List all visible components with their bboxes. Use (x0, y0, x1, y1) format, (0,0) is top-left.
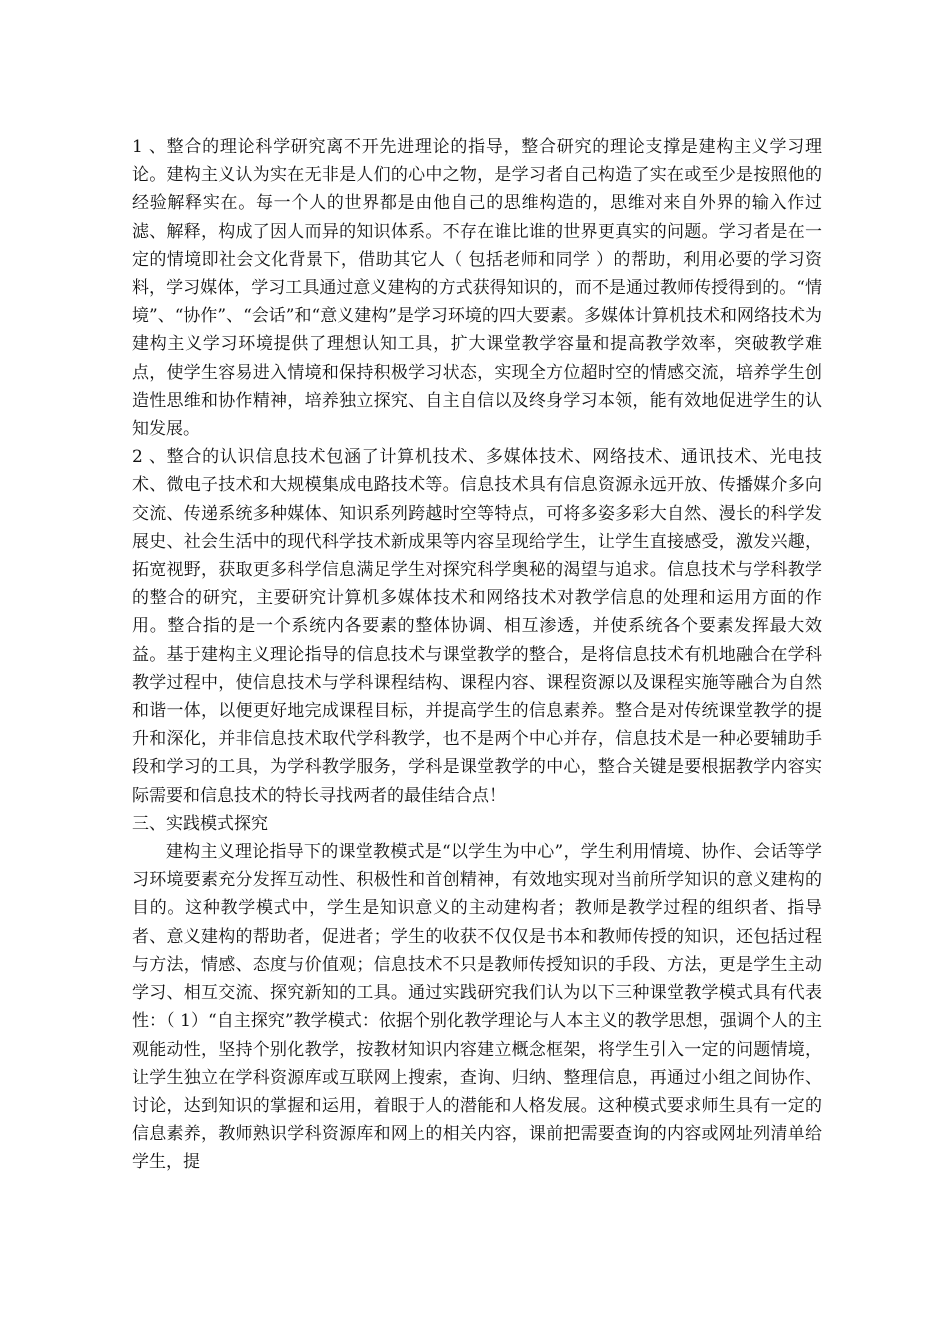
paragraph-integration-theory: 1 、整合的理论科学研究离不开先进理论的指导，整合研究的理论支撑是建构主义学习理论。建构主义认为实在无非是人们的心中之物，是学习者自己构造了实在或至少是按照他的经验解释实在。每一个人的世界都是由他自己的思维构造的，思维对来自外界的输入作过滤、解释，构成了因人而异的知识体系。不存在谁比谁的世界更真实的问题。学习者是在一定的情境即社会文化背景下，借助其它人（ 包括老师和同学 ）的帮助，利用必要的学习资料，学习媒体，学习工具通过意义建构的方式获得知识的，而不是通过教师传授得到的。“情境”、“协作”、“会话”和“意义建构”是学习环境的四大要素。多媒体计算机技术和网络技术为建构主义学习环境提供了理想认知工具，扩大课堂教学容量和提高教学效率，突破教学难点，使学生容易进入情境和保持积极学习状态，实现全方位超时空的情感交流，培养学生创造性思维和协作精神，培养独立探究、自主自信以及终身学习本领，能有效地促进学生的认知发展。 (132, 137, 822, 440)
document-body (132, 133, 822, 1177)
paragraph-practice-models: 建构主义理论指导下的课堂教模式是“以学生为中心”，学生利用情境、协作、会话等学习环境要素充分发挥互动性、积极性和首创精神，有效地实现对当前所学知识的意义建构的目的。这种教学模式中，学生是知识意义的主动建构者；教师是教学过程的组织者、指导者、意义建构的帮助者，促进者；学生的收获不仅仅是书本和教师传授的知识，还包括过程与方法，情感、态度与价值观；信息技术不只是教师传授知识的手段、方法，更是学生主动学习、相互交流、探究新知的工具。通过实践研究我们认为以下三种课堂教学模式具有代表性：（ 1）“自主探究”教学模式：依据个别化教学理论与人本主义的教学思想，强调个人的主观能动性，坚持个别化教学，按教材知识内容建立概念框架，将学生引入一定的问题情境，让学生独立在学科资源库或互联网上搜索，查询、归纳、整理信息，再通过小组之间协作、讨论，达到知识的掌握和运用，着眼于人的潜能和人格发展。这种模式要求师生具有一定的信息素养，教师熟识学科资源库和网上的相关内容，课前把需要查询的内容或网址列清单给学生，提 (132, 842, 822, 1173)
section-heading-practice-models: 三、实践模式探究 (132, 813, 268, 834)
paragraph-integration-understanding: 2 、整合的认识信息技术包涵了计算机技术、多媒体技术、网络技术、通讯技术、光电技术、微电子技术和大规模集成电路技术等。信息技术具有信息资源永远开放、传播媒介多向交流、传递系统多种媒体、知识系列跨越时空等特点，可将多姿多彩大自然、漫长的科学发展史、社会生活中的现代科学技术新成果等内容呈现给学生，让学生直接感受，激发兴趣，拓宽视野，获取更多科学信息满足学生对探究科学奥秘的渴望与追求。信息技术与学科教学的整合的研究，主要研究计算机多媒体技术和网络技术对教学信息的处理和运用方面的作用。整合指的是一个系统内各要素的整体协调、相互渗透，并使系统各个要素发挥最大效益。基于建构主义理论指导的信息技术与课堂教学的整合，是将信息技术有机地融合在学科教学过程中，使信息技术与学科课程结构、课程内容、课程资源以及课程实施等融合为自然和谐一体，以便更好地完成课程目标，并提高学生的信息素养。整合是对传统课堂教学的提升和深化，并非信息技术取代学科教学，也不是两个中心并存，信息技术是一种必要辅助手段和学习的工具，为学科教学服务，学科是课堂教学的中心，整合关键是要根据教学内容实际需要和信息技术的特长寻找两者的最佳结合点！ (132, 447, 822, 806)
